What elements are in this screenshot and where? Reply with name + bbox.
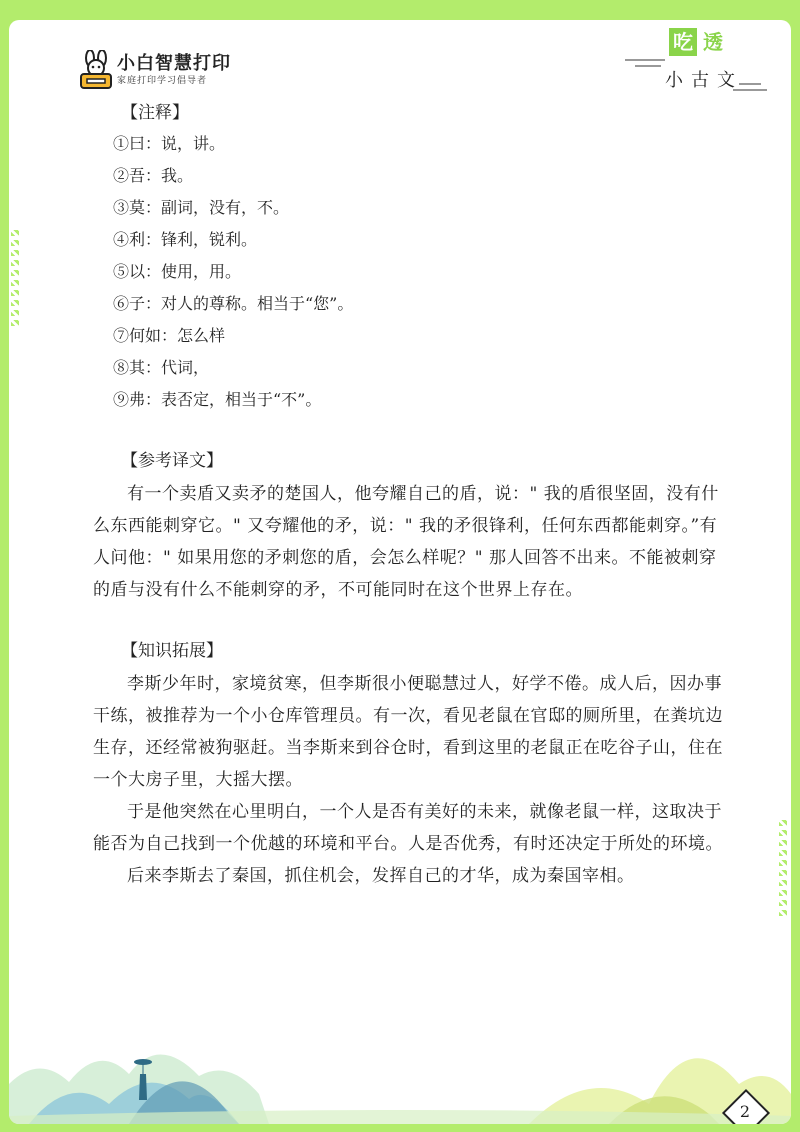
note-item: ③莫：副词，没有，不。: [113, 198, 290, 217]
page-card: [9, 20, 791, 1124]
extension-paragraph: 李斯少年时，家境贫寒，但李斯很小便聪慧过人，好学不倦。成人后，因办事干练，被推荐为一个小仓库管理员。有一次，看见老鼠在官邸的厕所里，在粪坑边生存，还经常被狗驱赶。当李斯来到谷仓时，看到这里的老鼠正在吃谷子山，住在一个大房子里，大摇大摆。: [93, 674, 723, 790]
note-item: ②吾：我。: [113, 166, 194, 185]
note-item: ⑨弗：表否定，相当于“不”。: [113, 390, 322, 409]
note-item: ⑦何如：怎么样: [113, 326, 226, 345]
left-stripes-decoration: [11, 230, 19, 330]
series-badge: [621, 26, 771, 98]
mountain-landscape-illustration: [9, 1004, 791, 1124]
rabbit-printer-icon: [79, 50, 113, 90]
note-item: ⑧其：代词，: [113, 358, 210, 377]
note-item: ⑥子：对人的尊称。相当于“您”。: [113, 294, 354, 313]
notes-heading: 【注释】: [121, 103, 189, 123]
brand-title: 小白智慧打印: [117, 53, 231, 74]
extension-paragraph: 后来李斯去了秦国，抓住机会，发挥自己的才华，成为秦国宰相。: [127, 866, 635, 886]
note-item: ④利：锋利，锐利。: [113, 230, 258, 249]
badge-char-tou: 透: [703, 30, 723, 54]
brand-logo: [79, 48, 231, 92]
page-number: 2: [739, 1102, 751, 1121]
badge-subtitle: 小古文: [665, 70, 743, 91]
extension-paragraph: 于是他突然在心里明白，一个人是否有美好的未来，就像老鼠一样，这取决于能否为自己找到一个优越的环境和平台。人是否优秀，有时还决定于所处的环境。: [93, 802, 723, 854]
article-body: [93, 98, 733, 892]
translation-paragraph: 有一个卖盾又卖矛的楚国人，他夸耀自己的盾，说：" 我的盾很坚固，没有什么东西能刺穿它。" 又夸耀他的矛，说：" 我的矛很锋利，任何东西都能刺穿。”有人问他：" 如果用您的矛刺您的盾，会怎么样呢？" 那人回答不出来。不能被刺穿的盾与没有什么不能刺穿的矛，不可能同时在这个世界上存在。: [93, 484, 719, 600]
badge-char-chi: 吃: [669, 28, 697, 56]
translation-heading: 【参考译文】: [121, 451, 223, 471]
page-number-badge: [723, 1090, 767, 1124]
note-item: ①曰：说，讲。: [113, 134, 226, 153]
brand-subtitle: 家庭打印学习倡导者: [117, 76, 208, 86]
extension-heading: 【知识拓展】: [121, 641, 223, 661]
right-stripes-decoration: [779, 820, 787, 920]
note-item: ⑤以：使用，用。: [113, 262, 242, 281]
